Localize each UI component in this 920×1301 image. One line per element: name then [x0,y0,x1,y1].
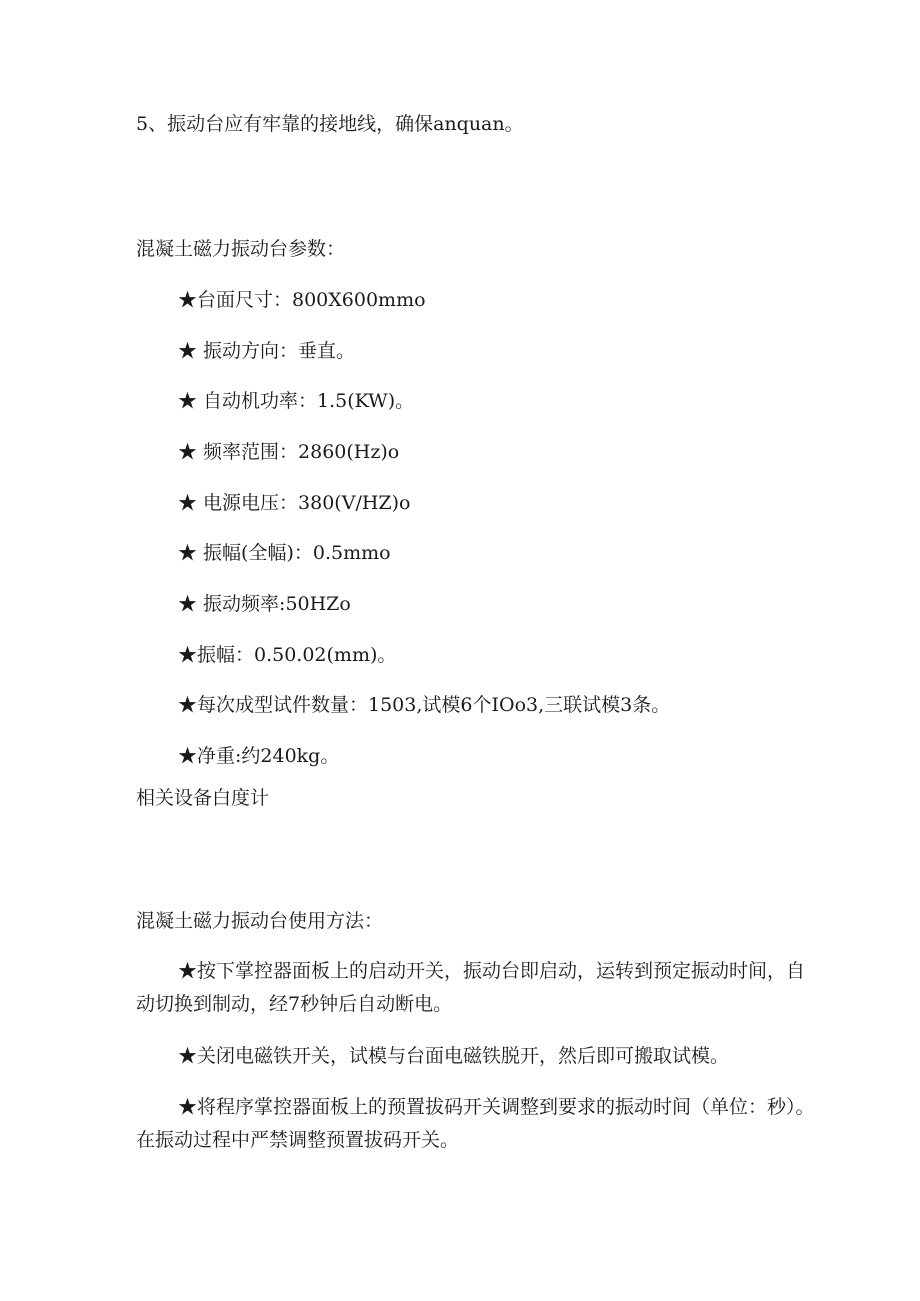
usage-paragraph: ★关闭电磁铁开关，试模与台面电磁铁脱开，然后即可搬取试模。 [178,1045,730,1067]
param-item: ★净重:约240kg。 [178,745,340,767]
param-item: ★ 自动机功率：1.5(KW)。 [178,390,415,412]
param-item: ★每次成型试件数量：1503,试模6个IOo3,三联试模3条。 [178,694,671,716]
usage-heading: 混凝土磁力振动台使用方法： [136,910,384,932]
params-heading: 混凝土磁力振动台参数： [136,238,346,260]
intro-line: 5、振动台应有牢靠的接地线，确保anquan。 [136,113,524,135]
usage-paragraph: ★将程序掌控器面板上的预置拔码开关调整到要求的振动时间（单位：秒）。在振动过程中严禁调整预置拔码开关。 [136,1096,815,1151]
related-equipment-line: 相关设备白度计 [136,787,270,809]
param-item: ★台面尺寸：800X600mmo [178,289,426,311]
param-item: ★ 振幅(全幅)：0.5mmo [178,542,391,564]
param-item: ★ 振动频率:50HZo [178,593,351,615]
param-item: ★ 振动方向：垂直。 [178,340,356,362]
param-item: ★ 电源电压：380(V/HZ)o [178,492,411,514]
param-item: ★ 频率范围：2860(Hz)o [178,441,400,463]
param-item: ★振幅：0.50.02(mm)。 [178,644,397,666]
usage-paragraph: ★按下掌控器面板上的启动开关，振动台即启动，运转到预定振动时间，自动切换到制动，经7秒钟后自动断电。 [136,960,806,1015]
